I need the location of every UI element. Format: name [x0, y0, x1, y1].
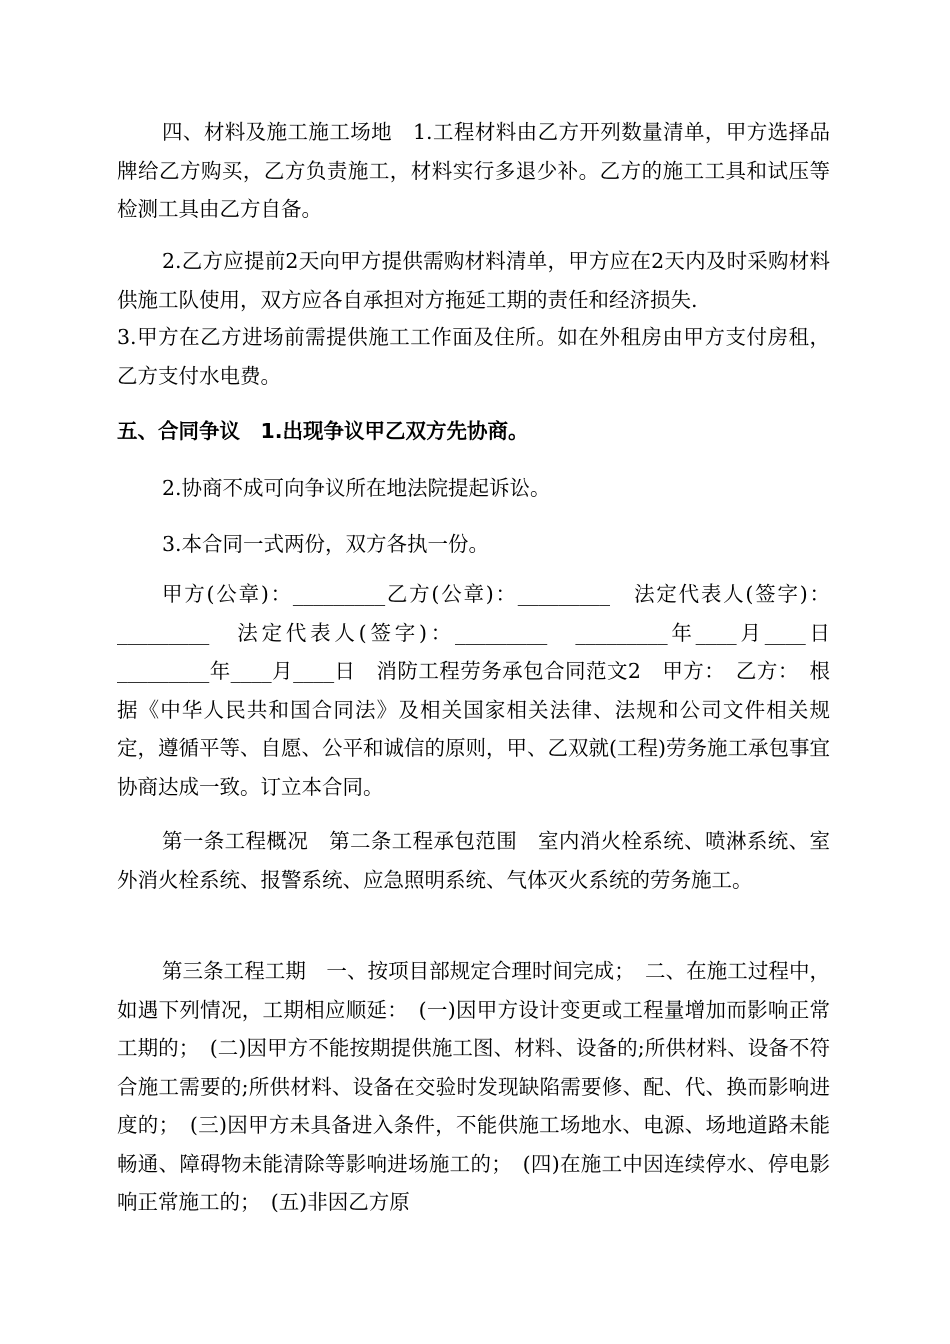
paragraph-copies: 3.本合同一式两份，双方各执一份。	[162, 532, 490, 556]
paragraph-signatures-and-contract-2: 甲方(公章)：_________乙方(公章)：_________ 法定代表人(签字)：_________ 法定代表人(签字)：_________ _________年____月____日 _________年____月____日 消防工程劳务承包合同范文2 甲方： 乙方： 根据《中华人民共和国合同法》及相关国家相关法律、法规和公司文件相关规定，遵循平等、自愿、公平和诚信的原则，甲、乙双就(工程)劳务施工承包事宜协商达成一致。订立本合同。	[117, 582, 851, 799]
paragraph-materials: 四、材料及施工施工场地 1.工程材料由乙方开列数量清单，甲方选择品牌给乙方购买，乙方负责施工，材料实行多退少补。乙方的施工工具和试压等检测工具由乙方自备。	[117, 120, 830, 221]
paragraph-article-3: 第三条工程工期 一、按项目部规定合理时间完成； 二、在施工过程中，如遇下列情况，工期相应顺延： (一)因甲方设计变更或工程量增加而影响正常工期的； (二)因甲方不能按期提供施工图、材料、设备的;所供材料、设备不符合施工需要的;所供材料、设备在交验时发现缺陷需要修、配、代、换而影响进度的； (三)因甲方未具备进入条件，不能供施工场地水、电源、场地道路未能畅通、障碍物未能清除等影响进场施工的； (四)在施工中因连续停水、停电影响正常施工的； (五)非因乙方原	[117, 959, 830, 1214]
paragraph-materials-list: 2.乙方应提前2天向甲方提供需购材料清单，甲方应在2天内及时采购材料供施工队使用，双方应各自承担对方拖延工期的责任和经济损失.	[117, 249, 830, 312]
paragraph-litigation: 2.协商不成可向争议所在地法院提起诉讼。	[162, 476, 551, 500]
paragraph-site-provision: 3.甲方在乙方进场前需提供施工工作面及住所。如在外租房由甲方支付房租，乙方支付水电费。	[117, 325, 830, 388]
paragraph-article-1-2: 第一条工程概况 第二条工程承包范围 室内消火栓系统、喷淋系统、室外消火栓系统、报警系统、应急照明系统、气体灭火系统的劳务施工。	[117, 829, 830, 892]
heading-contract-dispute: 五、合同争议 1.出现争议甲乙双方先协商。	[117, 419, 529, 443]
